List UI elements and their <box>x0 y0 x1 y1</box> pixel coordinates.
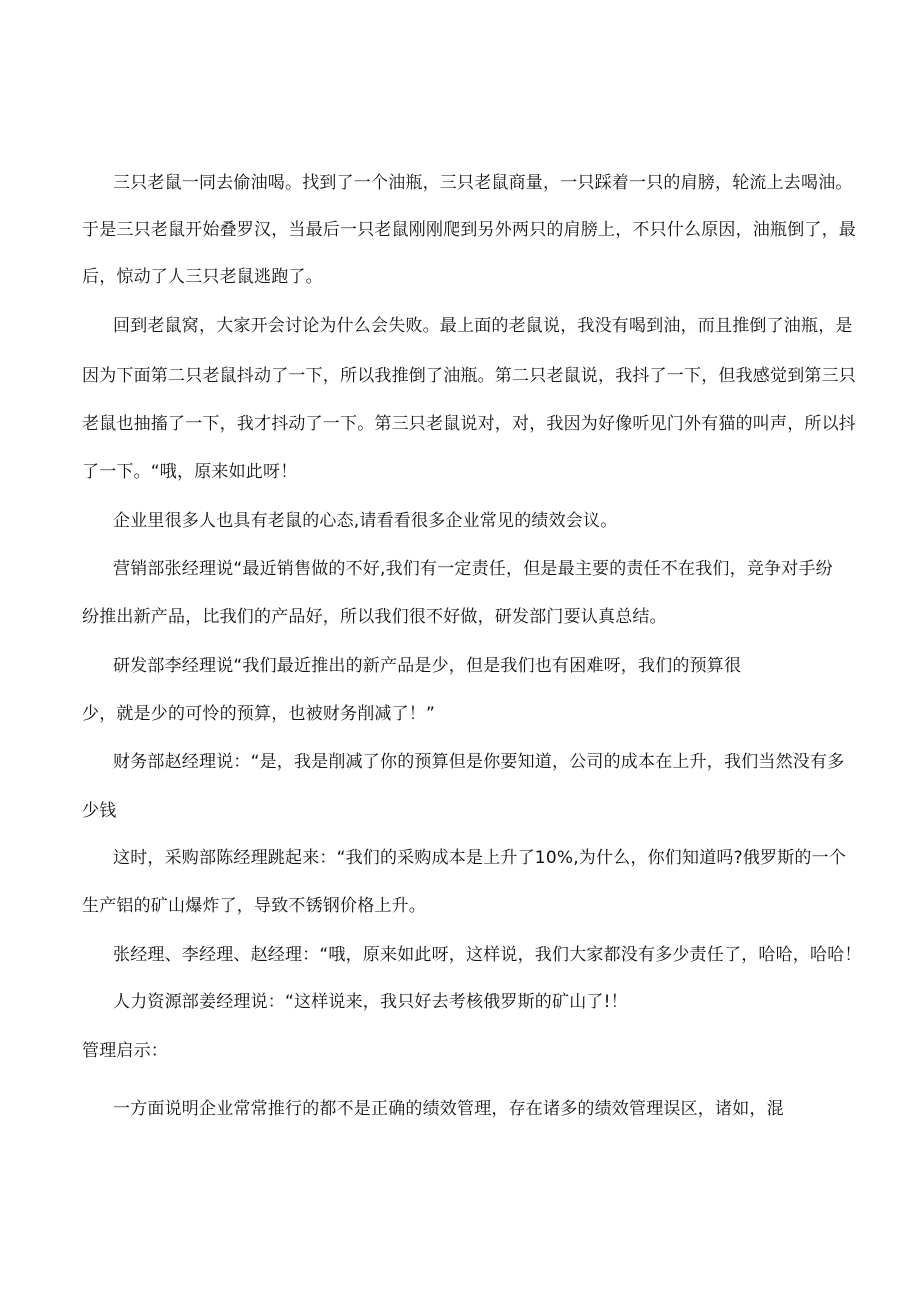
paragraph-7-line-1: 这时，采购部陈经理跳起来：“我们的采购成本是上升了10%,为什么，你们知道吗?俄罗斯的一个 <box>113 848 847 868</box>
paragraph-6-line-2: 少钱 <box>82 801 117 821</box>
paragraph-4-line-2: 纷推出新产品，比我们的产品好，所以我们很不好做，研发部门要认真总结。 <box>82 607 667 627</box>
paragraph-1-line-3: 后，惊动了人三只老鼠逃跑了。 <box>82 267 323 287</box>
paragraph-9-line-1: 人力资源部姜经理说：“这样说来，我只好去考核俄罗斯的矿山了!！ <box>113 992 628 1012</box>
paragraph-1-line-2: 于是三只老鼠开始叠罗汉，当最后一只老鼠刚刚爬到另外两只的肩膀上，不只什么原因，油瓶倒了，最 <box>82 220 856 240</box>
paragraph-4-line-1: 营销部张经理说“最近销售做的不好,我们有一定责任，但是最主要的责任不在我们，竞争对手纷 <box>113 559 833 579</box>
paragraph-5-line-1: 研发部李经理说“我们最近推出的新产品是少，但是我们也有困难呀，我们的预算很 <box>113 656 742 676</box>
section-heading: 管理启示： <box>82 1041 168 1061</box>
paragraph-1-line-1: 三只老鼠一同去偷油喝。找到了一个油瓶，三只老鼠商量，一只踩着一只的肩膀，轮流上去喝油。 <box>113 173 853 193</box>
paragraph-3-line-1: 企业里很多人也具有老鼠的心态,请看看很多企业常见的绩效会议。 <box>113 511 618 531</box>
paragraph-10-line-1: 一方面说明企业常常推行的都不是正确的绩效管理，存在诸多的绩效管理误区，诸如，混 <box>113 1099 784 1119</box>
paragraph-8-line-1: 张经理、李经理、赵经理：“哦，原来如此呀，这样说，我们大家都没有多少责任了，哈哈，哈哈！ <box>113 945 862 965</box>
paragraph-2-line-1: 回到老鼠窝，大家开会讨论为什么会失败。最上面的老鼠说，我没有喝到油，而且推倒了油瓶，是 <box>113 316 853 336</box>
paragraph-2-line-3: 老鼠也抽搐了一下，我才抖动了一下。第三只老鼠说对，对，我因为好像听见门外有猫的叫声，所以抖 <box>82 414 856 434</box>
paragraph-2-line-4: 了一下。“哦，原来如此呀！ <box>82 462 298 482</box>
paragraph-6-line-1: 财务部赵经理说：“是，我是削减了你的预算但是你要知道，公司的成本在上升，我们当然没有多 <box>113 752 845 772</box>
paragraph-5-line-2: 少，就是少的可怜的预算，也被财务削减了！” <box>82 704 436 724</box>
paragraph-2-line-2: 因为下面第二只老鼠抖动了一下，所以我推倒了油瓶。第二只老鼠说，我抖了一下，但我感觉到第三只 <box>82 366 856 386</box>
paragraph-7-line-2: 生产铝的矿山爆炸了，导致不锈钢价格上升。 <box>82 896 426 916</box>
